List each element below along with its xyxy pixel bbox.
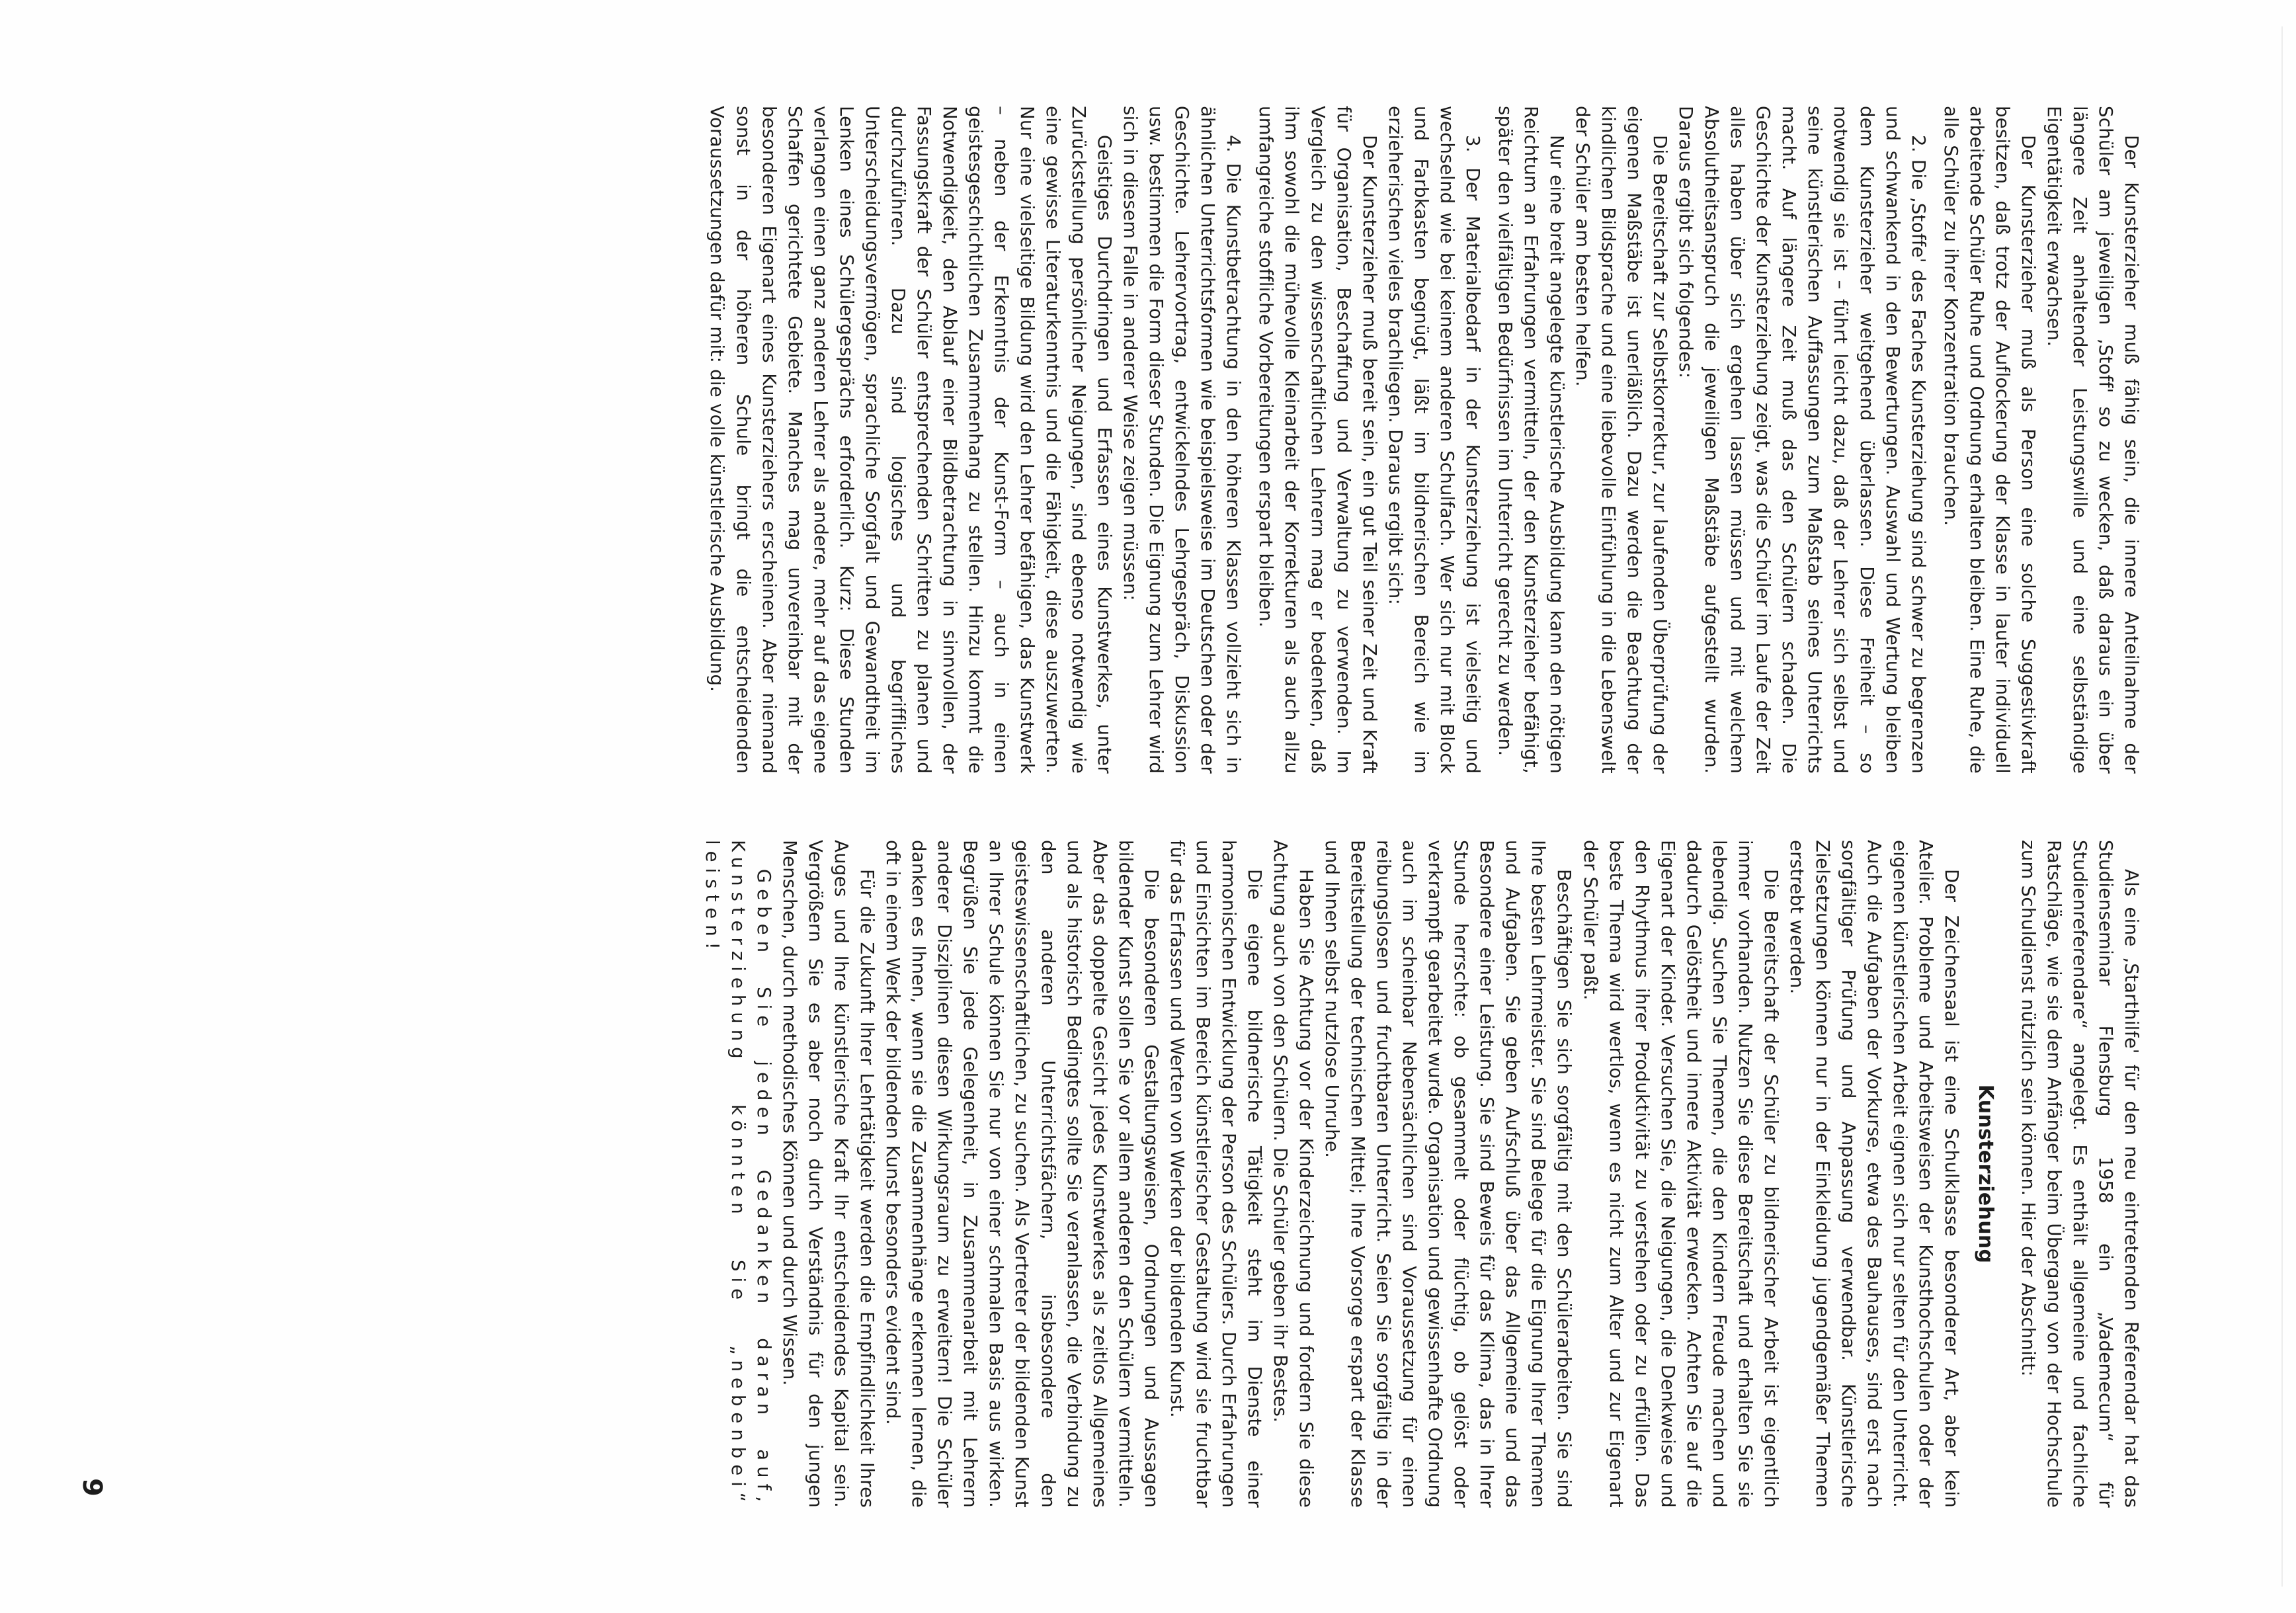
scan-edge [2281, 26, 2283, 1587]
paragraph: Nur eine breit angelegte künstlerische Ausbildung kann den nötigen Reichtum an Erfahrungen vermitteln, der den Kunsterzieher befähigt, später den vielfältigen Bedürfnissen im Unterricht gerecht zu werden. [1494, 106, 1567, 774]
paragraph: Geistiges Durchdringen und Erfassen eines Kunstwerkes, unter Zurückstellung persönlicher Neigungen, sind ebenso notwendig wie eine gewisse Literaturkenntnis und die Fähigkeit, diese auszuwerten. Nur eine vielseitige Bildung wird den Lehrer befähigen, das Kunstwerk – neben der Erkenntnis der Kunst-Form – auch in einen geistesgeschichtlichen Zusammenhang zu stellen. Hinzu kommt die Notwendigkeit, den Ablauf einer Bildbetrachtung in sinnvollen, der Fassungskraft der Schüler entsprechenden Schritten zu planen und durchzuführen. Dazu sind logisches und begriffliches Unterscheidungsvermögen, sprachliche Sorgfalt und Gewandtheit im Lenken eines Schülergesprächs erforderlich. Kurz: Diese Stunden verlangen einen ganz anderen Lehrer als andere, mehr auf das eigene Schaffen gerichtete Gebiete. Manches mag unvereinbar mit der besonderen Eigenart eines Kunsterziehers erscheinen. Aber niemand sonst in der höheren Schule bringt die entscheidenden Voraussetzungen dafür mit: die volle künstlerische Ausbildung. [706, 106, 1116, 774]
paragraph: 4. Die Kunstbetrachtung in den höheren Klassen vollzieht sich in ähnlichen Unterrichtsformen wie beispielsweise im Deutschen oder der Geschichte. Lehrervortrag, entwickelndes Lehrgespräch, Diskussion usw. bestimmen die Form dieser Stunden. Die Eignung zum Lehrer wird sich in diesem Falle in anderer Weise zeigen müssen: [1120, 106, 1245, 774]
paragraph: 2. Die ‚Stoffe' des Faches Kunsterziehung sind schwer zu begrenzen und schwankend in den Bewertungen. Auswahl und Wertung bleiben dem Kunsterzieher weitgehend überlassen. Diese Freiheit – so notwendig sie ist – führt leicht dazu, daß der Lehrer sich selbst und seine künstlerischen Auffassungen zum Maßstab seines Unterrichts macht. Auf längere Zeit muß das den Schülern schaden. Die Geschichte der Kunsterziehung zeigt, was die Schüler im Laufe der Zeit alles haben über sich ergehen lassen müssen und mit welchem Absolutheitsanspruch die jeweiligen Maßstäbe aufgestellt wurden. Daraus ergibt sich folgendes: [1675, 106, 1929, 774]
right-text-column [127, 840, 2144, 1508]
paragraph: Die Bereitschaft der Schüler zu bildnerischer Arbeit ist eigentlich immer vorhanden. Nutzen Sie diese Bereitschaft und erhalten Sie sie lebendig. Suchen Sie Themen, die den Kindern Freude machen und dadurch Gelöstheit und innere Aktivität erwecken. Achten Sie auf die Eigenart der Kinder. Versuchen Sie, die Neigungen, die Denkweise und den Rhythmus ihrer Produktivität zu verstehen oder zu erfüllen. Das beste Thema wird wertlos, wenn es nicht zum Alter und zur Eigenart der Schüler paßt. [1579, 840, 1782, 1508]
paragraph: Der Kunsterzieher muß bereit sein, ein gut Teil seiner Zeit und Kraft für Organisation, Beschaffung und Verwaltung zu verwenden. Im Vergleich zu den wissenschaftlichen Lehrern mag er bedenken, daß ihm sowohl die mühevolle Kleinarbeit der Korrekturen als auch allzu umfangreiche stoffliche Vorbereitungen erspart bleiben. [1255, 106, 1380, 774]
intro-paragraph: Als eine ‚Starthilfe' für den neu eintretenden Referendar hat das Studienseminar Flensburg 1958 ein „Vademecum“ für Studienreferendare“ angelegt. Es enthält allgemeine und fachliche Ratschläge, wie sie dem Anfänger beim Übergang von der Hochschule zum Schuldienst nützlich sein können. Hier der Abschnitt: [2017, 840, 2142, 1508]
paragraph: Die Bereitschaft zur Selbstkorrektur, zur laufenden Überprüfung der eigenen Maßstäbe ist unerläßlich. Dazu werden die Beachtung der kindlichen Bildsprache und eine liebevolle Einfühlung in die Lebenswelt der Schüler am besten helfen. [1572, 106, 1671, 774]
paragraph: Der Kunsterzieher muß fähig sein, die innere Anteilnahme der Schüler am jeweiligen ‚Stoff' so zu wecken, daß daraus ein über längere Zeit anhaltender Leistungswille und eine selbständige Eigentätigkeit erwachsen. [2043, 106, 2142, 774]
left-text-column [127, 106, 2144, 774]
paragraph: Die eigene bildnerische Tätigkeit steht im Dienste einer harmonischen Entwicklung der Person des Schülers. Durch Erfahrungen und Einsichten im Bereich künstlerischer Gestaltung wird sie fruchtbar für das Erfassen und Werten von Werken der bildenden Kunst. [1166, 840, 1265, 1508]
closing-statement: Geben Sie jeden Gedanken daran auf, Kunsterziehung könnten Sie „nebenbei“ leisten! [701, 840, 775, 1508]
paragraph: Der Zeichensaal ist eine Schulklasse besonderer Art, aber kein Atelier. Probleme und Arbeitsweisen der Kunsthochschulen oder der eigenen künstlerischen Arbeit eignen sich nur selten für den Unterricht. Auch die Aufgaben der Vorkurse, etwa des Bauhauses, sind erst nach sorgfältiger Prüfung und Anpassung verwendbar. Künstlerische Zielsetzungen können nur in der Einkleidung jugendgemäßer Themen erstrebt werden. [1785, 840, 1963, 1508]
section-heading: Kunsterziehung [1973, 1084, 1997, 1264]
paragraph: Der Kunsterzieher muß als Person eine solche Suggestivkraft besitzen, daß trotz der Auflockerung der Klasse in lauter individuell arbeitende Schüler Ruhe und Ordnung erhalten bleiben. Eine Ruhe, die alle Schüler zu ihrer Konzentration brauchen. [1940, 106, 2039, 774]
paragraph: Beschäftigen Sie sich sorgfältig mit den Schülerarbeiten. Sie sind Ihre besten Lehrmeister. Sie sind Belege für die Eignung Ihrer Themen und Aufgaben. Sie geben Aufschluß über das Allgemeine und das Besondere einer Leistung. Sie sind Beweis für das Klima, das in Ihrer Stunde herrschte: ob gesammelt oder flüchtig, ob gelöst oder verkrampft gearbeitet wurde. Organisation und gewissenhafte Ordnung auch im scheinbar Nebensächlichen sind Voraussetzung für einen reibungslosen und fruchtbaren Unterricht. Seien Sie sorgfältig in der Bereitstellung der technischen Mittel; Ihre Vorsorge erspart der Klasse und Ihnen selbst nutzlose Unruhe. [1321, 840, 1575, 1508]
page-number: 9 [77, 1478, 107, 1497]
paragraph: 3. Der Materialbedarf in der Kunsterziehung ist vielseitig und wechselnd wie bei keinem anderen Schulfach. Wer sich nur mit Block und Farbkasten begnügt, läßt im bildnerischen Bereich wie im erzieherischen vieles brachliegen. Daraus ergibt sich: [1384, 106, 1483, 774]
paragraph: Haben Sie Achtung vor der Kinderzeichnung und fordern Sie diese Achtung auch von den Schülern. Die Schüler geben ihr Bestes. [1269, 840, 1317, 1508]
paragraph: Die besonderen Gestaltungsweisen, Ordnungen und Aussagen bildender Kunst sollen Sie vor allem anderen den Schülern vermitteln. Aber das doppelte Gesicht jedes Kunstwerkes als zeitlos Allgemeines und als historisch Bedingtes sollte Sie veranlassen, die Verbindung zu den anderen Unterrichtsfächern, insbesondere den geisteswissenschaftlichen, zu suchen. Als Vertreter der bildenden Kunst an Ihrer Schule können Sie nur von einer schmalen Basis aus wirken. Begrüßen Sie jede Gelegenheit, in Zusammenarbeit mit Lehrern anderer Disziplinen diesen Wirkungsraum zu erweitern! Die Schüler danken es Ihnen, wenn sie die Zusammenhänge erkennen lernen, die oft in einem Werk der bildenden Kunst besonders evident sind. [882, 840, 1162, 1508]
paragraph: Für die Zukunft Ihrer Lehrtätigkeit werden die Empfindlichkeit Ihres Auges und Ihre künstlerische Kraft Ihr entscheidendes Kapital sein. Vergrößern Sie es aber noch durch Verständnis für den jungen Menschen, durch methodisches Können und durch Wissen. [779, 840, 878, 1508]
